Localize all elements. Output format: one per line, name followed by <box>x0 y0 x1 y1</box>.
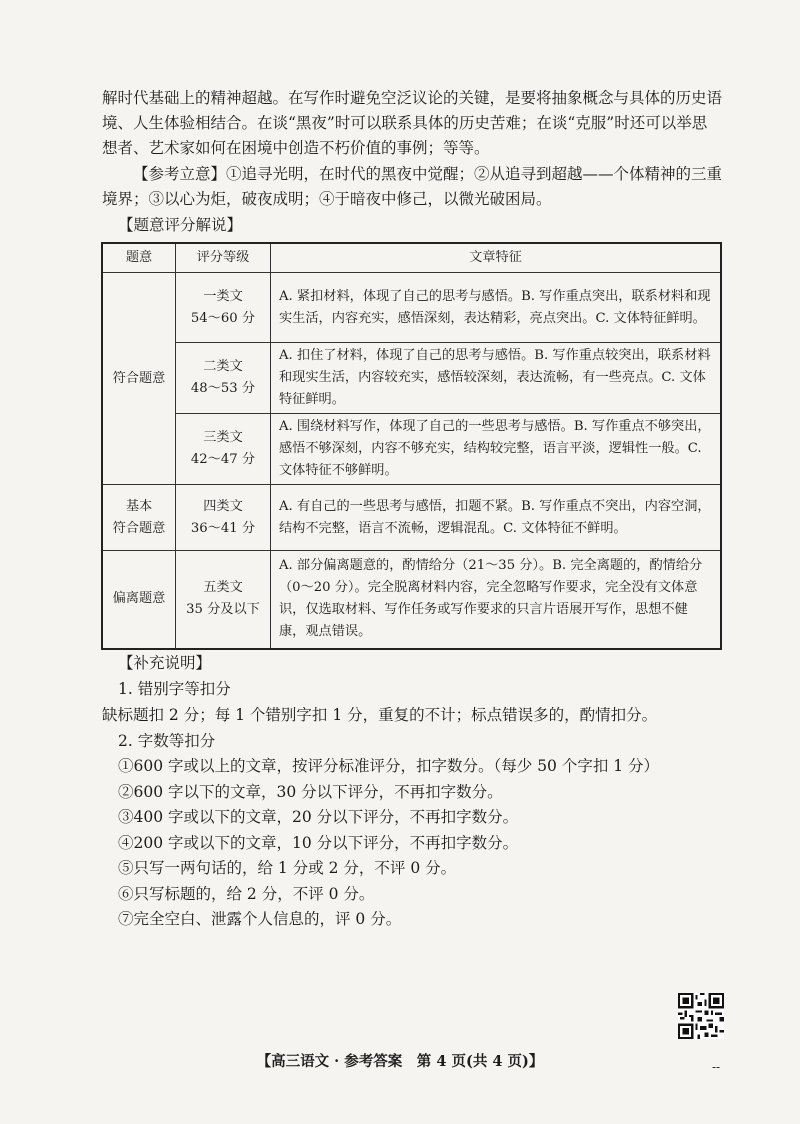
list-item: ①600 字或以上的文章，按评分标准评分，扣字数分。（每少 50 个字扣 1 分） <box>118 757 660 775</box>
feature-cell: A. 围绕材料写作，体现了自己的一些思考与感悟。B. 写作重点不够突出，感悟不够深刻，内容不够充实，结构较完整，语言平淡，逻辑性一般。C. 文体特征不够鲜明。 <box>271 414 722 485</box>
supplement-heading: 【补充说明】 <box>118 654 212 672</box>
qr-code-icon <box>678 993 724 1039</box>
section2-title: 2. 字数等扣分 <box>118 732 216 750</box>
rubric-heading: 【题意评分解说】 <box>118 216 243 234</box>
group-label-line: 基本 <box>125 498 153 514</box>
grade-score: 42～47 分 <box>190 452 256 467</box>
section1-text: 缺标题扣 2 分；每 1 个错别字扣 1 分，重复的不计；标点错误多的，酌情扣分。 <box>102 706 658 724</box>
group-label-basic <box>102 485 176 551</box>
list-item: ④200 字或以下的文章，10 分以下评分，不再扣字数分。 <box>118 833 519 852</box>
table-header-row <box>102 243 721 273</box>
feature-cell: A. 有自己的一些思考与感悟，扣题不紧。B. 写作重点不突出，内容空洞，结构不完整，语言不流畅，逻辑混乱。C. 文体特征不鲜明。 <box>271 485 722 551</box>
grade-score: 35 分及以下 <box>186 602 260 618</box>
grade-score: 48～53 分 <box>190 381 256 396</box>
grade-cell <box>176 414 271 485</box>
group-label-line: 符合题意 <box>112 520 166 536</box>
header-features: 文章特征 <box>271 243 722 273</box>
list-item: ⑤只写一两句话的，给 1 分或 2 分，不评 0 分。 <box>118 859 457 877</box>
section1-title: 1. 错别字等扣分 <box>118 680 231 698</box>
grade-level: 三类文 <box>203 430 243 445</box>
feature-cell: A. 部分偏离题意的，酌情给分（21～35 分）。B. 完全离题的，酌情给分（0～20 分）。完全脱离材料内容，完全忽略写作要求，完全没有文体意识，仅选取材料、写作任务或写作要求的只言片语展开写作，思想不健康，观点错误。 <box>271 551 722 649</box>
grade-cell <box>176 551 271 649</box>
grade-cell <box>176 273 271 343</box>
table-row <box>102 414 721 485</box>
group-label-on-topic: 符合题意 <box>102 273 176 485</box>
grade-cell <box>176 485 271 551</box>
grade-level: 一类文 <box>203 288 243 304</box>
table-row <box>102 273 721 343</box>
list-item: ②600 字以下的文章，30 分以下评分，不再扣字数分。 <box>118 782 503 801</box>
list-item: ⑦完全空白、泄露个人信息的，评 0 分。 <box>118 910 402 928</box>
header-topic: 题意 <box>102 243 176 273</box>
table-row <box>102 485 721 551</box>
grade-cell <box>176 343 271 414</box>
header-grade: 评分等级 <box>176 243 271 273</box>
grade-level: 五类文 <box>203 580 243 596</box>
reference-ideas-paragraph: 【参考立意】①追寻光明，在时代的黑夜中觉醒；②从追寻到超越——个体精神的三重境界；③以心为炬，破夜成明；④于暗夜中修己，以微光破困局。 <box>102 165 723 208</box>
table-row <box>102 551 721 649</box>
feature-cell: A. 扣住了材料，体现了自己的思考与感悟。B. 写作重点较突出，联系材料和现实生活，内容较充实，感悟较深刻，表达流畅，有一些亮点。C. 文体特征鲜明。 <box>271 343 722 414</box>
table-row <box>102 343 721 414</box>
list-item: ③400 字或以下的文章，20 分以下评分，不再扣字数分。 <box>118 808 519 826</box>
grade-score: 54～60 分 <box>190 310 256 326</box>
grade-level: 二类文 <box>203 359 243 374</box>
list-item: ⑥只写标题的，给 2 分，不评 0 分。 <box>118 884 375 903</box>
corner-mark: -- <box>712 1060 721 1074</box>
group-label-off-topic: 偏离题意 <box>102 551 176 649</box>
grade-score: 36～41 分 <box>190 520 256 536</box>
intro-paragraph: 解时代基础上的精神超越。在写作时避免空泛议论的关键，是要将抽象概念与具体的历史语境、人生体验相结合。在谈“黑夜”时可以联系具体的历史苦难；在谈“克服”时还可以举思想者、艺术家如何在困境中创造不朽价值的事例；等等。 <box>102 89 723 157</box>
grade-level: 四类文 <box>203 498 243 514</box>
grading-table <box>101 242 722 650</box>
feature-cell: A. 紧扣材料，体现了自己的思考与感悟。B. 写作重点突出，联系材料和现实生活，内容充实，感悟深刻，表达精彩，亮点突出。C. 文体特征鲜明。 <box>271 273 722 343</box>
page-footer: 【高三语文 · 参考答案 第 4 页(共 4 页)】 <box>256 1053 544 1070</box>
deduction-list <box>118 754 659 933</box>
